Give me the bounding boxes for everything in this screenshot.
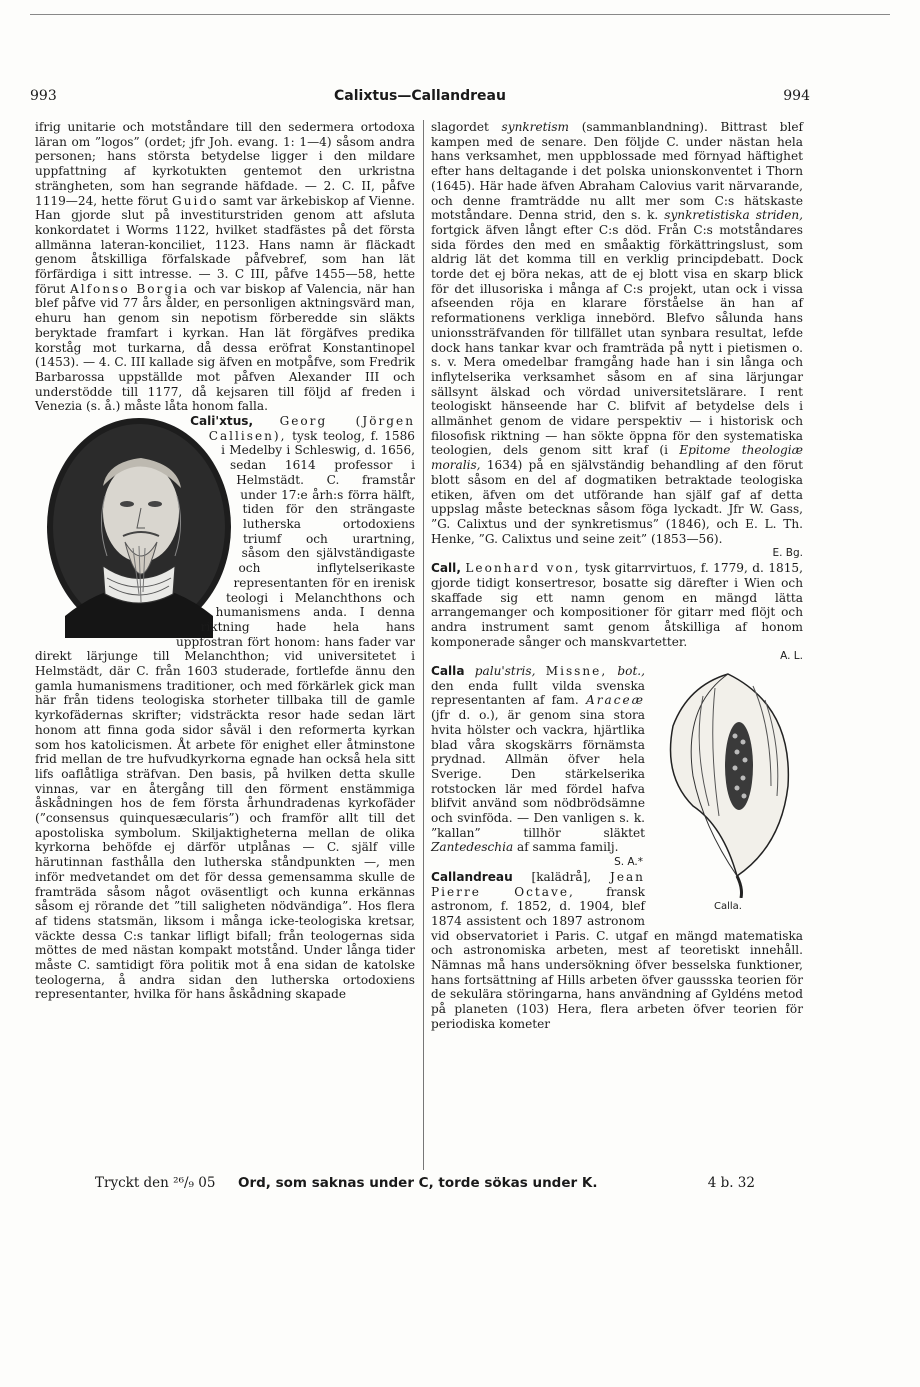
entry-call: Call, Leonhard von, tysk gitarrvirtuos, f. 1779, d. 1815, gjorde tidigt konsertresor, bosatte sig därefter i Wien och skaffade sig ett namn genom en mängd lätta arrangemanger och kompositioner för gitarr med flöjt och andra instrument samt genom åtskilliga af honom komponerade sånger och manskvartetter.: [431, 561, 803, 649]
portrait-calixtus: [45, 416, 233, 638]
top-rule: [30, 14, 890, 15]
entry-georg-calixtus: Cali'xtus, Georg (Jörgen Callisen), tysk teolog, f. 1586 i Medelby i Schleswig, d. 1656, sedan 1614 professor i Helmstädt. C. framstår under 17:e årh:s förra hälft, tiden för den strängaste lutherska ortodoxiens triumf och urartning, såsom den självständigaste och inflytelserikaste representanten för en irenisk teologi i Melanchthons och humanismens anda. I denna riktning hade hela hans uppfostran fört honom: hans fader var direkt lärjunge till Melanchthon; vid universitetet i Helmstädt, där C. från 1603 studerade, fortlefde ännu den gamla humanismens traditioner, och med förkärlek gick man här från tidens teologiska storheter tillbaka till de gamle kyrkofädernas skrifter; vidsträckta resor hade sedan lärt honom att finna goda sidor såväl i den reformerta kyrkan som hos katolicismen. Åt arbete för enighet eller åtminstone frid mellan de tre hufvudkyrkorna egnade han också hela sitt lifs oaflåtliga sträfvan. Den basis, på hvilken detta skulle vinnas, var en återgång till den förment enstämmiga åskådningen hos de fem första århundradenas kyrkofäder (”consensus quinquesæcularis”) och framför allt till det apostoliska symbolum. Skiljaktigheterna mellan de olika kyrkorna behöfde ej därför utplånas — C. själf ville härutinnan fasthålla den lutherska ståndpunkten —, men inför medvetandet om det för dessa gemensamma skulle de framträda såsom något oväsentligt och kunna erkännas såsom ej rörande det ”till saligheten nödvändiga”. Hos flera af tidens statsmän, liksom i många icke-teologiska kretsar, väckte dessa C:s tankar lifligt bifall; från teologernas sida möttes de med nästan kompakt motstånd. Under långa tider måste C. samtidigt föra politik mot å ena sidan de katolske teologerna, å andra sidan den lutherska ortodoxiens representanter, hvilka för hans åskådning skapade: [35, 414, 415, 1002]
footer-notice: Ord, som saknas under C, torde sökas under K.: [238, 1175, 598, 1191]
entry-callandreau: Callandreau [kalädrå], Jean Pierre Octave, fransk astronom, f. 1852, d. 1904, blef 1874 assistent och 1897 astronom vid observatoriet i Paris. C. utgaf en mängd matematiska och astronomiska arbeten, mest af teoretiskt innehåll. Nämnas må hans undersökning öfver besselska funktioner, hans fortsättning af Hills arbeten öfver gaussska teorien för de sekulära störingarna, hans användning af Gyldéns metod på planeten (103) Hera, flera arbeten öfver teorien för periodiska kometer: [431, 869, 803, 1031]
column-rule: [423, 120, 424, 1170]
running-title: Calixtus—Callandreau: [334, 88, 506, 104]
right-column: [431, 120, 803, 1032]
entry-calla: Calla. Calla palu'stris, Missne, bot., den enda fullt vilda svenska representanten af fam. Araceæ (jfr d. o.), är genom sina stora hvita hölster och vackra, hjärtlika blad våra skogskärrs förnämsta prydnad. Allmän öfver hela Sverige. Den stärkelserika rotstocken lär med fördel hafva blifvit använd som nödbrödsämne och svinföda. — Den vanligen s. k. ”kallan” tillhör släktet Zantedeschia af samma familj.: [431, 664, 803, 855]
portrait-engraving: [45, 416, 233, 638]
signature-e-bg: E. Bg.: [772, 547, 803, 560]
sheet-signature: 4 b. 32: [707, 1175, 755, 1191]
calixtus-continuation: slagordet synkretism (sammanblandning). Bittrast blef kampen med de senare. Den följde C. under nästan hela hans verksamhet, men uppblossade med förnyad häftighet efter hans deltagande i det polska unionskonventet i Thorn (1645). Här hade äfven Abraham Calovius varit närvarande, och denne framträdde nu allt mer som C:s hätskaste motståndare. Denna strid, den s. k. synkretistiska striden, fortgick äfven långt efter C:s död. Från C:s motståndares sida fördes den med en småaktig förkättringslust, som aldrig lät det komma till en verklig principdebatt. Dock torde det ej böra nekas, att de ej blott visa en skarp blick för det illusoriska i många af C:s projekt, utan ock i vissa afseenden röja en klarare förståelse än han af reformationens verkliga innebörd. Blefvo sålunda hans unionssträfvanden för tillfället utan synbara resultat, lefde dock hans tankar kvar och framträda på nytt i pietismen o. s. v. Mera omedelbar framgång hade han i sin långa och inflytelserika verksamhet såsom en af sina lärjungar sällsynt älskad och vördad universitetslärare. I rent teologiskt hänseende har C. blifvit af betydelse dels i allmänhet genom de vidare perspektiv — i historisk och filosofisk riktning — han sökte öppna för den systematiska teologien, dels genom sitt kraf (i Epitome theologiæ moralis, 1634) på en självständig behandling af den förut blott såsom en del af dogmatiken betraktade teologiska etiken, äfven om det utförande han själf gaf af detta uppslag måste betecknas såsom föga lyckadt. Jfr W. Gass, ”G. Calixtus und der synkretismus” (1846), och E. L. Th. Henke, ”G. Calixtus und seine zeit” (1853—56).: [431, 120, 803, 546]
calla-caption: Calla.: [714, 901, 742, 913]
signature-s-a: S. A.*: [614, 856, 643, 869]
print-date: Tryckt den ²⁶/₉ 05: [95, 1175, 216, 1191]
calixtus-entries: ifrig unitarie och motståndare till den sedermera ortodoxa läran om ”logos” (ordet; jfr Joh. evang. 1: 1—4) såsom andra personen; hans största betydelse ligger i den mildare uppfattning af kyrkotukten gentemot den urkristna strängheten, som han segrande häfdade. — 2. C. II, påfve 1119—24, hette förut Guido samt var ärkebiskop af Vienne. Han gjorde slut på investiturstriden genom att afsluta konkordatet i Worms 1122, hvilket stadfästes på det första allmänna lateran-konciliet, 1123. Hans namn är fläckadt genom åtskilliga förfalskade påfvebref, som han lät förfärdiga i sitt intresse. — 3. C III, påfve 1455—58, hette förut Alfonso Borgia och var biskop af Valencia, när han blef påfve vid 77 års ålder, en personligen aktningsvärd man, ehuru han genom sin nepotism förberedde sin släkts beryktade framfart i kyrkan. Han lät förgäfves predika korståg mot turkarna, då dessa eröfrat Konstantinopel (1453). — 4. C. III kallade sig äfven en motpåfve, som Fredrik Barbarossa uppställde mot påfven Alexander III och understödde till 1177, då kejsaren till följd af freden i Venezia (s. å.) måste låta honom falla.: [35, 120, 415, 414]
page-header: [30, 88, 810, 110]
signature-a-l: A. L.: [780, 650, 803, 663]
calla-illustration: [653, 666, 803, 918]
left-column: [35, 120, 415, 1002]
calla-drawing: [653, 666, 803, 898]
page-number-left: 993: [30, 88, 57, 104]
page-number-right: 994: [783, 88, 810, 104]
page-footer: [95, 1175, 795, 1195]
